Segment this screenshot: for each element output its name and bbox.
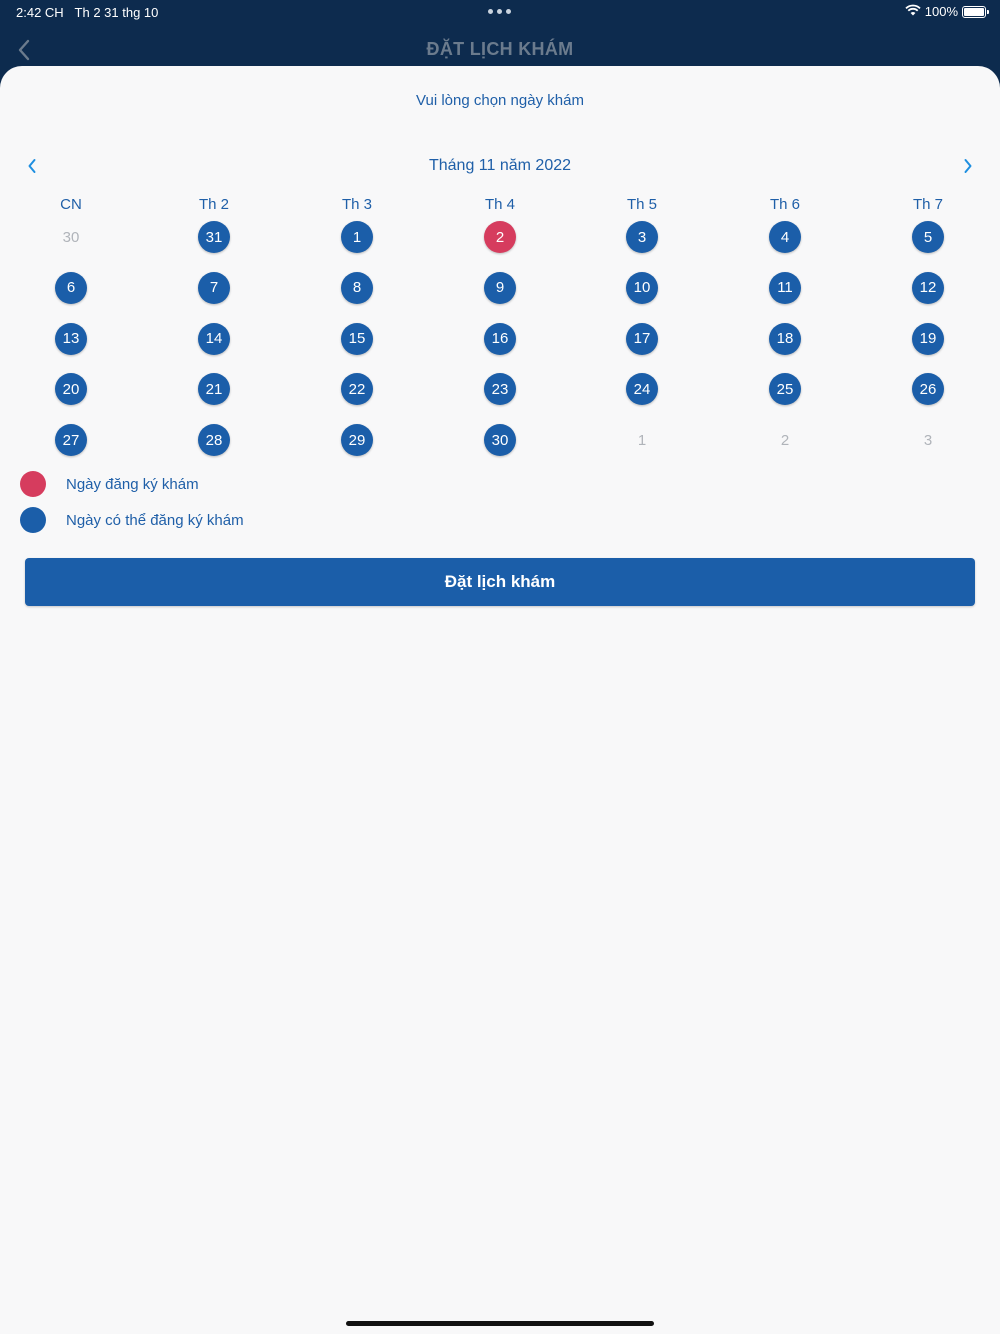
calendar-day[interactable]: 25 bbox=[769, 373, 801, 405]
calendar-day[interactable]: 22 bbox=[341, 373, 373, 405]
weekday-label: Th 7 bbox=[912, 196, 943, 213]
page-title: ĐẶT LỊCH KHÁM bbox=[426, 39, 574, 59]
calendar-day[interactable]: 12 bbox=[912, 272, 944, 304]
calendar-day[interactable]: 31 bbox=[198, 221, 230, 253]
weekday-label: Th 5 bbox=[626, 196, 657, 213]
calendar-day[interactable]: 18 bbox=[769, 323, 801, 355]
calendar-day[interactable]: 19 bbox=[912, 323, 944, 355]
battery-percent: 100% bbox=[924, 4, 958, 19]
chevron-right-icon bbox=[963, 158, 973, 174]
weekday-label: Th 4 bbox=[484, 196, 515, 213]
legend-available bbox=[20, 507, 244, 533]
calendar-day-registered[interactable]: 2 bbox=[484, 221, 516, 253]
calendar-day[interactable]: 28 bbox=[198, 424, 230, 456]
calendar-day[interactable]: 5 bbox=[912, 221, 944, 253]
calendar-day-outside: 2 bbox=[780, 431, 790, 449]
calendar-day[interactable]: 20 bbox=[55, 373, 87, 405]
calendar-day[interactable]: 17 bbox=[626, 323, 658, 355]
calendar-day[interactable]: 23 bbox=[484, 373, 516, 405]
calendar-day[interactable]: 3 bbox=[626, 221, 658, 253]
calendar-day[interactable]: 21 bbox=[198, 373, 230, 405]
nav-bar bbox=[0, 30, 1000, 70]
legend-registered-label: Ngày đăng ký khám bbox=[66, 475, 199, 493]
calendar-day-outside: 3 bbox=[923, 431, 933, 449]
calendar-day[interactable]: 10 bbox=[626, 272, 658, 304]
calendar-day[interactable]: 11 bbox=[769, 272, 801, 304]
calendar-day[interactable]: 16 bbox=[484, 323, 516, 355]
content-sheet bbox=[0, 66, 1000, 1334]
calendar-day[interactable]: 6 bbox=[55, 272, 87, 304]
calendar-day-outside: 1 bbox=[637, 431, 647, 449]
legend-registered-dot bbox=[20, 471, 46, 497]
calendar-day[interactable]: 26 bbox=[912, 373, 944, 405]
status-indicators bbox=[905, 4, 986, 19]
calendar-day[interactable]: 27 bbox=[55, 424, 87, 456]
calendar-day[interactable]: 30 bbox=[484, 424, 516, 456]
legend-available-dot bbox=[20, 507, 46, 533]
next-month-button[interactable] bbox=[956, 154, 980, 178]
book-appointment-button[interactable]: Đặt lịch khám bbox=[25, 558, 975, 606]
home-indicator bbox=[346, 1321, 654, 1326]
month-title: Tháng 11 năm 2022 bbox=[428, 157, 572, 174]
calendar-day[interactable]: 15 bbox=[341, 323, 373, 355]
calendar-grid bbox=[0, 221, 1000, 471]
calendar-day[interactable]: 13 bbox=[55, 323, 87, 355]
calendar-day[interactable]: 4 bbox=[769, 221, 801, 253]
calendar-day-outside: 30 bbox=[62, 228, 80, 246]
wifi-icon bbox=[905, 4, 921, 19]
status-date: Th 2 31 thg 10 bbox=[74, 5, 159, 20]
instruction-text: Vui lòng chọn ngày khám bbox=[416, 92, 584, 109]
calendar-day[interactable]: 7 bbox=[198, 272, 230, 304]
status-bar bbox=[0, 0, 1000, 24]
legend-registered bbox=[20, 471, 199, 497]
calendar-day[interactable]: 24 bbox=[626, 373, 658, 405]
battery-icon bbox=[962, 6, 986, 18]
weekday-label: Th 6 bbox=[769, 196, 800, 213]
calendar-day[interactable]: 9 bbox=[484, 272, 516, 304]
status-time-date bbox=[16, 5, 158, 20]
calendar-day[interactable]: 14 bbox=[198, 323, 230, 355]
weekday-header-row bbox=[0, 196, 1000, 216]
weekday-label: Th 2 bbox=[198, 196, 229, 213]
weekday-label: CN bbox=[60, 196, 82, 213]
month-header bbox=[0, 154, 1000, 178]
calendar-day[interactable]: 29 bbox=[341, 424, 373, 456]
legend-available-label: Ngày có thể đăng ký khám bbox=[66, 511, 244, 529]
status-time: 2:42 CH bbox=[16, 5, 64, 20]
weekday-label: Th 3 bbox=[341, 196, 372, 213]
calendar-day[interactable]: 8 bbox=[341, 272, 373, 304]
calendar-day[interactable]: 1 bbox=[341, 221, 373, 253]
multitasking-dots-icon[interactable] bbox=[488, 9, 511, 14]
